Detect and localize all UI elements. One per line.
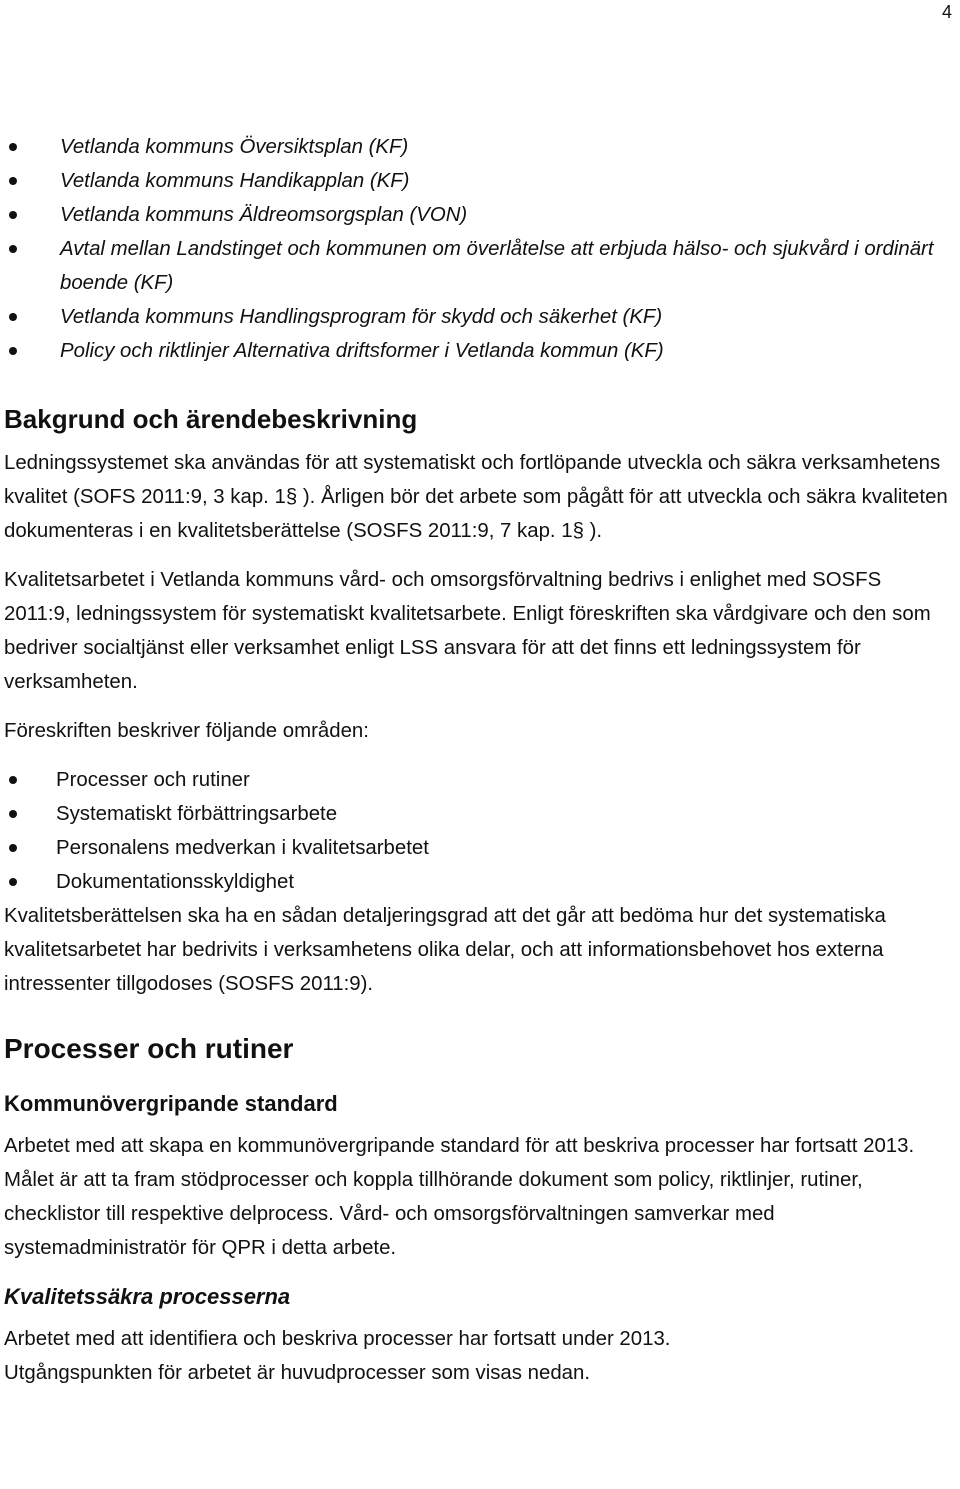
list-item: Policy och riktlinjer Alternativa driftsformer i Vetlanda kommun (KF) (4, 334, 952, 368)
list-item: Dokumentationsskyldighet (4, 865, 952, 899)
list-item: Avtal mellan Landstinget och kommunen om överlåtelse att erbjuda hälso- och sjukvård i ordinärt boende (KF) (4, 232, 952, 300)
paragraph-kvalitetsberattelsen: Kvalitetsberättelsen ska ha en sådan detaljeringsgrad att det går att bedöma hur det systematiska kvalitetsarbetet har bedrivits i verksamhetens olika delar, och att informationsbehovet hos externa intressenter tillgodoses (SOSFS 2011:9). (4, 905, 886, 995)
section-heading-bakgrund: Bakgrund och ärendebeskrivning (4, 404, 418, 434)
areas-list (4, 763, 952, 899)
paragraph-standard: Arbetet med att skapa en kommunövergripande standard för att beskriva processer har fortsatt 2013. Målet är att ta fram stödprocesser och koppla tillhörande dokument som policy, riktlinjer, rutiner, checklistor till respektive delprocess. Vård- och omsorgsförvaltningen samverkar med systemadministratör för QPR i detta arbete. (4, 1135, 915, 1259)
paragraph-kvalitetsarbetet: Kvalitetsarbetet i Vetlanda kommuns vård- och omsorgsförvaltning bedrivs i enlighet med SOSFS 2011:9, ledningssystem för systematiskt kvalitetsarbete. Enligt föreskriften ska vårdgivare och den som bedriver socialtjänst eller verksamhet enligt LSS ansvara för att det finns ett ledningssystem för verksamheten. (4, 569, 931, 693)
document-body (4, 130, 952, 1390)
list-item: Vetlanda kommuns Översiktsplan (KF) (4, 130, 952, 164)
paragraph-utgangspunkten: Utgångspunkten för arbetet är huvudprocesser som visas nedan. (4, 1362, 591, 1384)
paragraph-foreskriften: Föreskriften beskriver följande områden: (4, 720, 369, 742)
page-number: 4 (941, 2, 952, 22)
list-item: Systematiskt förbättringsarbete (4, 797, 952, 831)
list-item: Vetlanda kommuns Handlingsprogram för skydd och säkerhet (KF) (4, 300, 952, 334)
paragraph-identifiera: Arbetet med att identifiera och beskriva processer har fortsatt under 2013. (4, 1328, 671, 1350)
plan-document-list (4, 130, 952, 368)
list-item: Vetlanda kommuns Äldreomsorgsplan (VON) (4, 198, 952, 232)
subheading-kvalitetssakra: Kvalitetssäkra processerna (4, 1284, 291, 1309)
list-item: Personalens medverkan i kvalitetsarbetet (4, 831, 952, 865)
section-heading-processer: Processer och rutiner (4, 1033, 294, 1064)
list-item: Processer och rutiner (4, 763, 952, 797)
paragraph-ledningssystem: Ledningssystemet ska användas för att systematiskt och fortlöpande utveckla och säkra verksamhetens kvalitet (SOFS 2011:9, 3 kap. 1§ ). Årligen bör det arbete som pågått för att utveckla och säkra kvaliteten dokumenteras i en kvalitetsberättelse (SOSFS 2011:9, 7 kap. 1§ ). (4, 452, 948, 542)
list-item: Vetlanda kommuns Handikapplan (KF) (4, 164, 952, 198)
subheading-kommunovergripande: Kommunövergripande standard (4, 1091, 338, 1116)
